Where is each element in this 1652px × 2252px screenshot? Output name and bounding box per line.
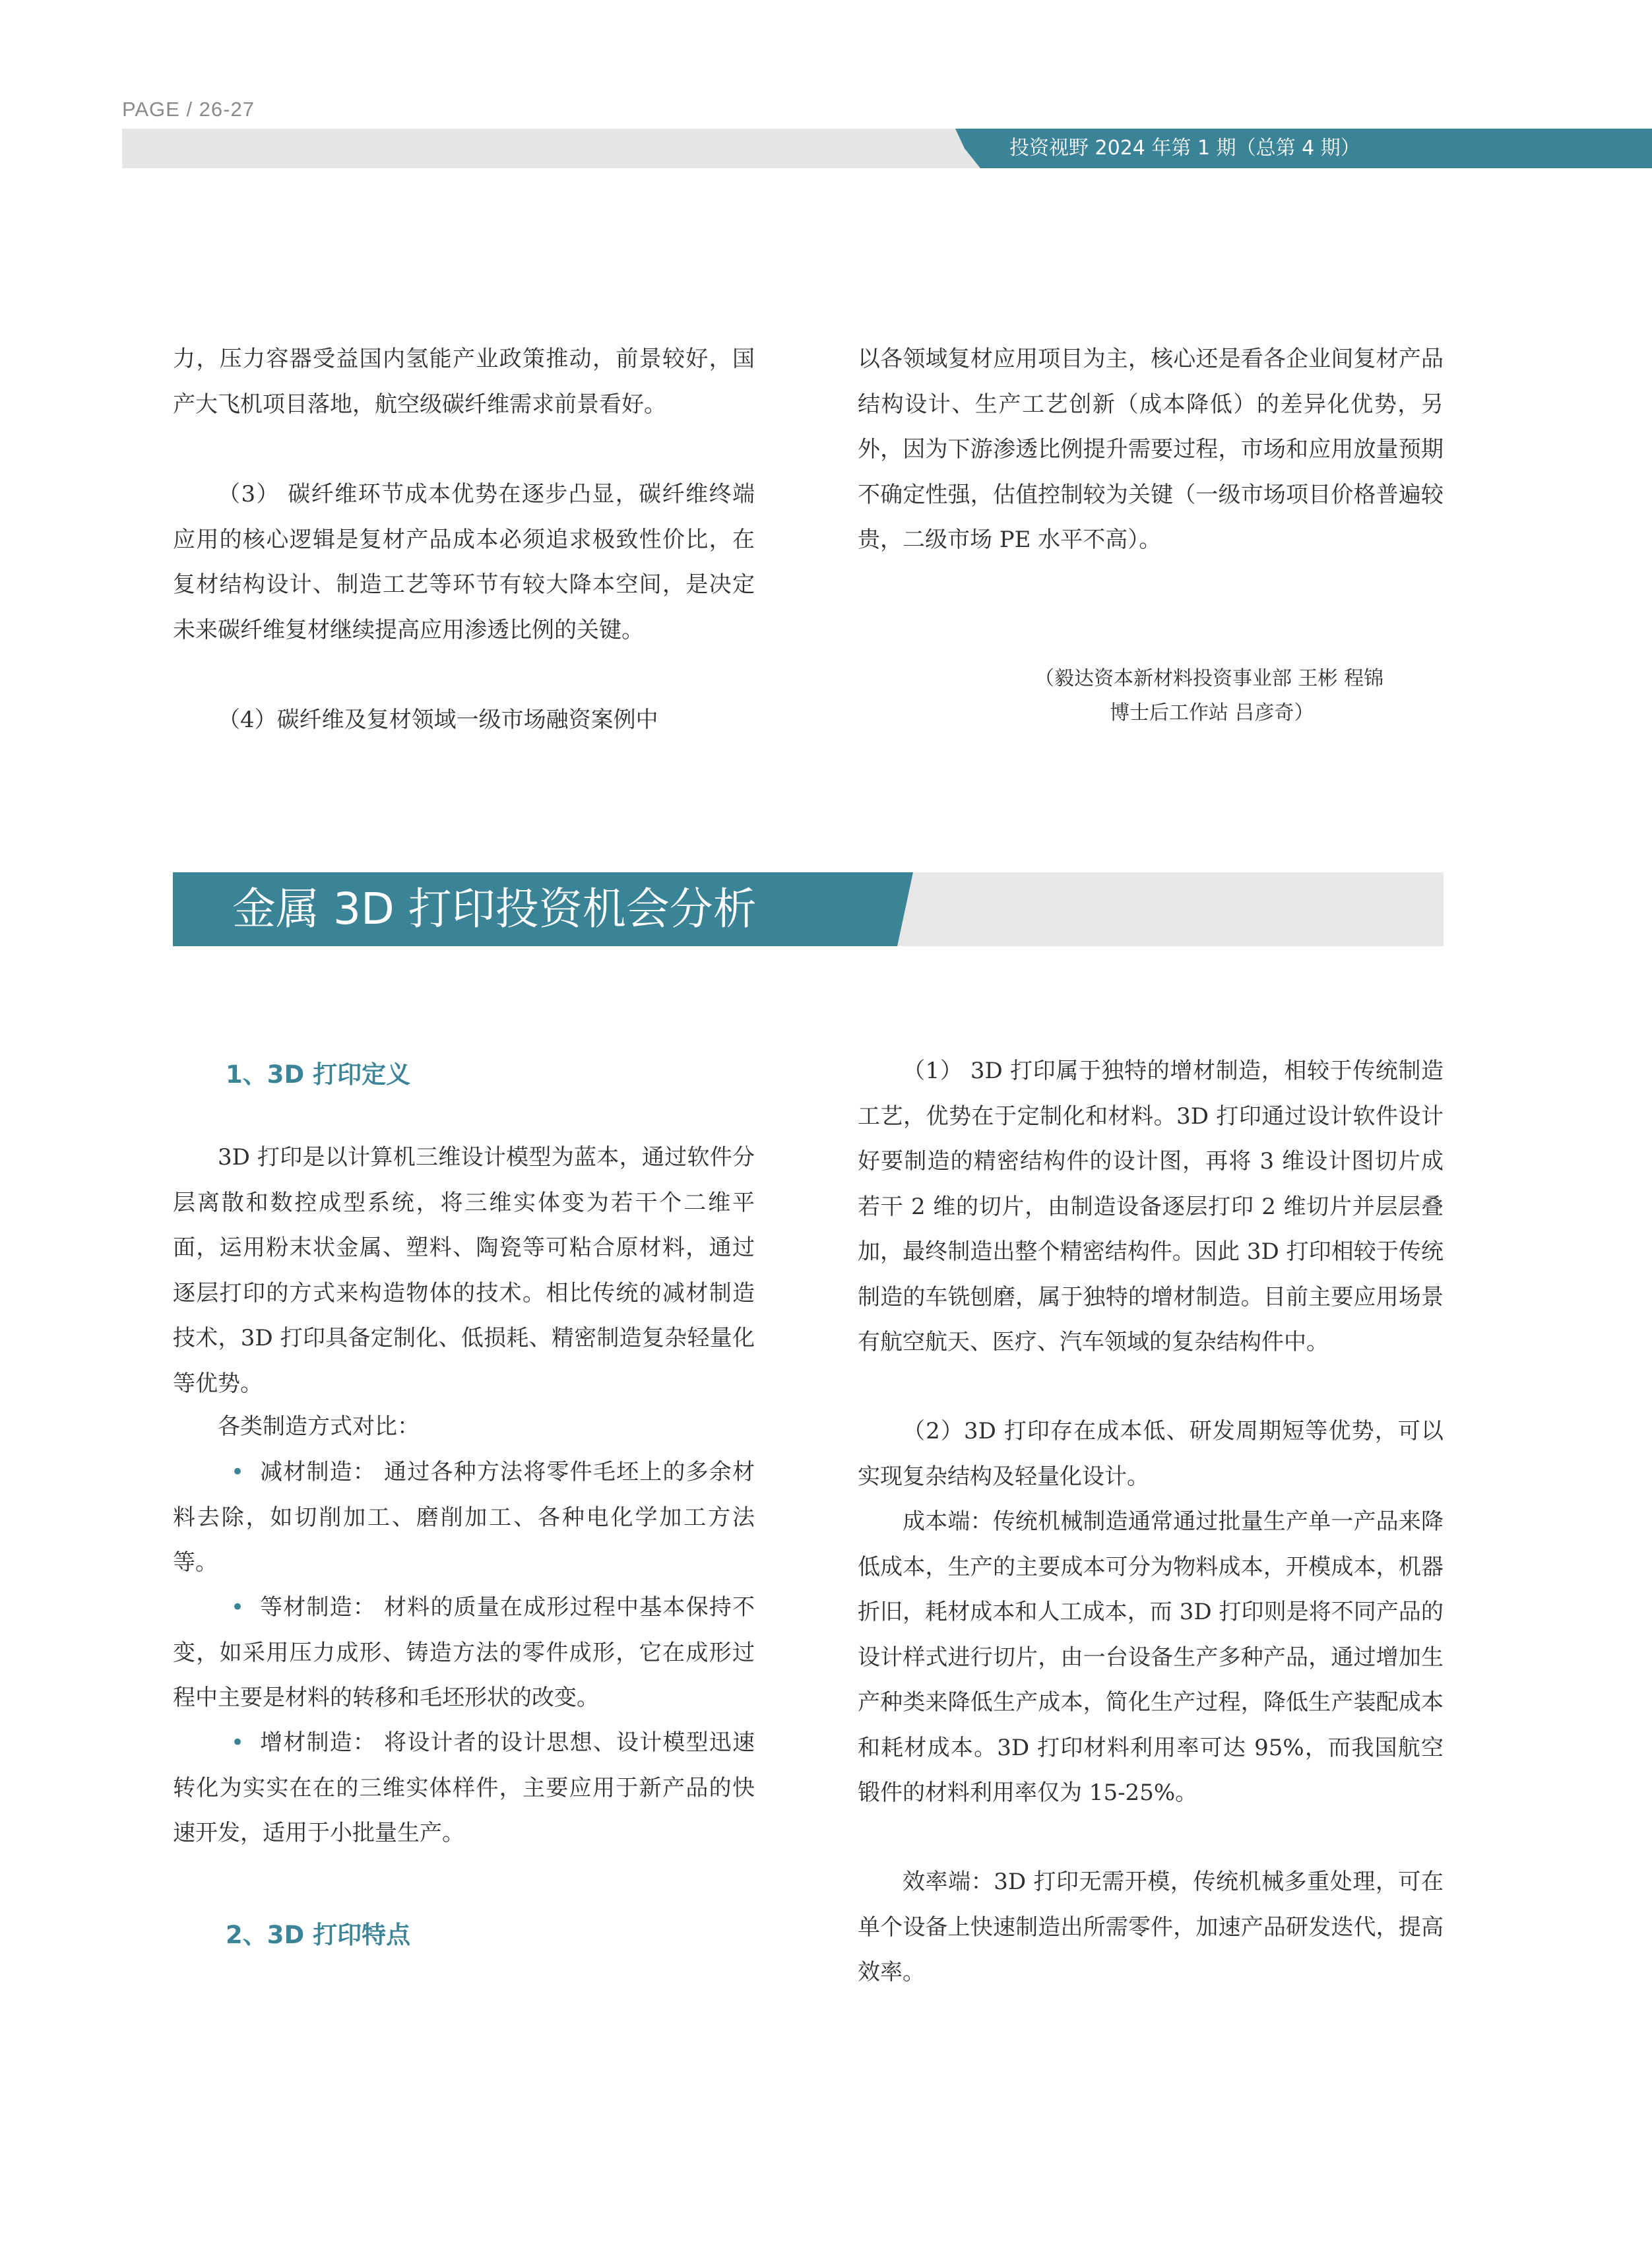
bullet-icon: •	[231, 1594, 245, 1621]
journal-issue-label: 投资视野 2024 年第 1 期（总第 4 期）	[1009, 137, 1360, 160]
efficiency-paragraph: 效率端：3D 打印无需开模，传统机械多重处理，可在单个设备上快速制造出所需零件，加速产品研发迭代，提高效率。	[858, 1869, 1444, 1985]
cost-paragraph: 成本端：传统机械制造通常通过批量生产单一产品来降低成本，生产的主要成本可分为物料成本，开模成本，机器折旧，耗材成本和人工成本，而 3D 打印则是将不同产品的设计样式进行切片，由一台设备生产多种产品，通过增加生产种类来降低生产成本，简化生产过程，降低生产装配成本和耗材成本。3D 打印材料利用率可达 95%，而我国航空锻件的材料利用率仅为 15-25%。	[858, 1508, 1444, 1806]
bullet-icon: •	[231, 1459, 245, 1485]
header-bar	[122, 129, 1006, 168]
definition-paragraph: 3D 打印是以计算机三维设计模型为蓝本，通过软件分层离散和数控成型系统，将三维实体变为若干个二维平面，运用粉末状金属、塑料、陶瓷等可粘合原材料，通过逐层打印的方式来构造物体的技术。相比传统的减材制造技术，3D 打印具备定制化、低损耗、精密制造复杂轻量化等优势。	[173, 1144, 755, 1397]
author-credit-line-2: 博士后工作站 吕彦奇）	[1110, 701, 1314, 724]
continued-paragraph-right: 以各领域复材应用项目为主，核心还是看各企业间复材产品结构设计、生产工艺创新（成本降低）的差异化优势，另外，因为下游渗透比例提升需要过程，市场和应用放量预期不确定性强，估值控制较为关键（一级市场项目价格普遍较贵，二级市场 PE 水平不高）。	[858, 346, 1444, 553]
comparison-intro: 各类制造方式对比：	[218, 1413, 420, 1440]
bullet-equal-text: 等材制造： 材料的质量在成形过程中基本保持不变，如采用压力成形、铸造方法的零件成形，它在成形过程中主要是材料的转移和毛坯形状的改变。	[173, 1594, 755, 1711]
bullet-additive	[173, 1720, 755, 1856]
bullet-equal	[173, 1585, 755, 1721]
bullet-additive-text: 增材制造： 将设计者的设计思想、设计模型迅速转化为实实在在的三维实体样件，主要应用于新产品的快速开发，适用于小批量生产。	[173, 1729, 755, 1846]
continued-paragraph: 力，压力容器受益国内氢能产业政策推动，前景较好，国产大飞机项目落地，航空级碳纤维需求前景看好。	[173, 346, 755, 418]
bullet-subtractive-text: 减材制造： 通过各种方法将零件毛坯上的多余材料去除，如切削加工、磨削加工、各种电化学加工方法等。	[173, 1459, 755, 1576]
subheading-definition: 1、3D 打印定义	[226, 1060, 411, 1089]
bullet-subtractive	[173, 1450, 755, 1586]
point-3-paragraph: （3） 碳纤维环节成本优势在逐步凸显，碳纤维终端应用的核心逻辑是复材产品成本必须追求极致性价比，在复材结构设计、制造工艺等环节有较大降本空间，是决定未来碳纤维复材继续提高应用渗透比例的关键。	[173, 481, 755, 643]
feature-1-paragraph: （1） 3D 打印属于独特的增材制造，相较于传统制造工艺，优势在于定制化和材料。3D 打印通过设计软件设计好要制造的精密结构件的设计图，再将 3 维设计图切片成若干 2 维的切片，由制造设备逐层打印 2 维切片并层层叠加，最终制造出整个精密结构件。因此 3D 打印相较于传统制造的车铣刨磨，属于独特的增材制造。目前主要应用场景有航空航天、医疗、汽车领域的复杂结构件中。	[858, 1058, 1444, 1355]
feature-2-paragraph: （2）3D 打印存在成本低、研发周期短等优势，可以实现复杂结构及轻量化设计。	[858, 1418, 1444, 1490]
point-4-paragraph: （4）碳纤维及复材领域一级市场融资案例中	[218, 707, 658, 733]
bullet-icon: •	[231, 1729, 245, 1756]
subheading-features: 2、3D 打印特点	[226, 1921, 411, 1949]
author-credit-line-1: （毅达资本新材料投资事业部 王彬 程锦	[1034, 667, 1384, 690]
page-number-label: PAGE / 26-27	[122, 98, 255, 121]
section-title: 金属 3D 打印投资机会分析	[232, 884, 757, 934]
